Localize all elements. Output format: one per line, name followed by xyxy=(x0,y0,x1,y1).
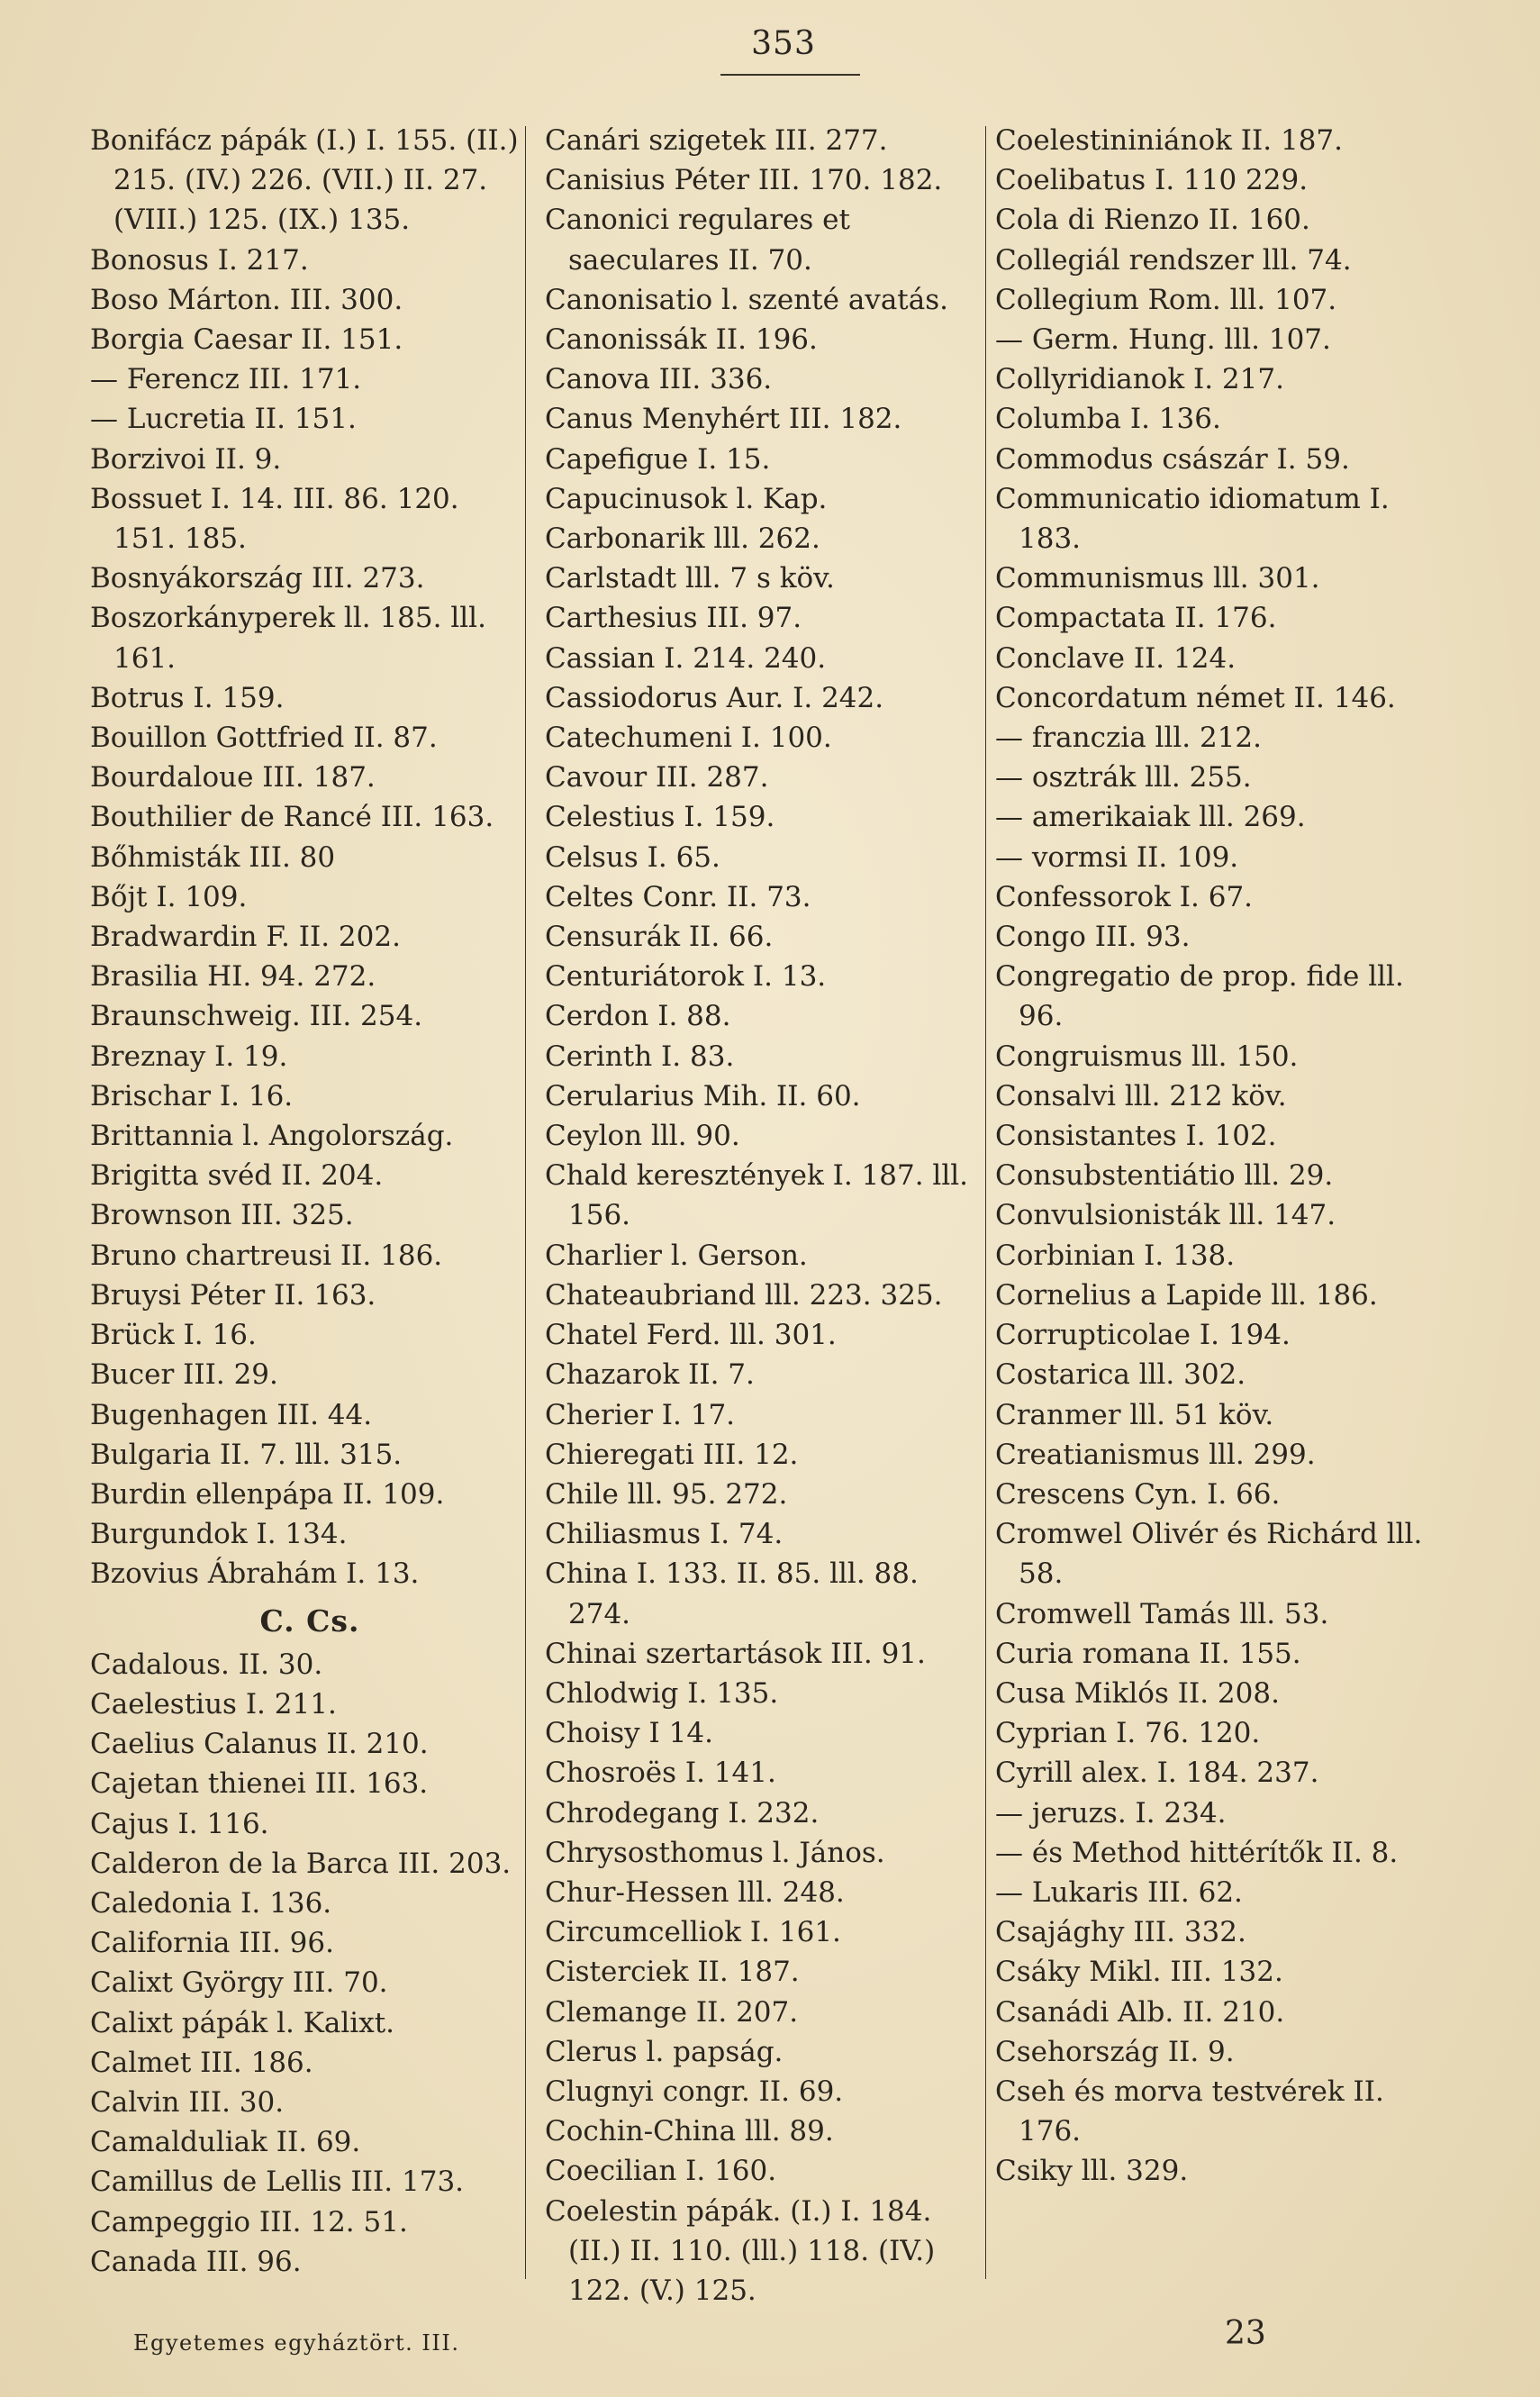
index-entry: Cromwel Olivér és Richárd lll. 58. xyxy=(995,1518,1423,1591)
index-entry: Cajetan thienei III. 163. xyxy=(90,1767,429,1801)
index-entry: Bosnyákország III. 273. xyxy=(90,562,425,595)
index-entry: Curia romana II. 155. xyxy=(995,1637,1301,1670)
index-entry: Chile lll. 95. 272. xyxy=(545,1477,788,1511)
index-entry: Catechumeni I. 100. xyxy=(545,722,832,755)
index-entry: Camalduliak II. 69. xyxy=(90,2126,361,2159)
index-entry: Csehország II. 9. xyxy=(995,2035,1235,2068)
index-entry: Canári szigetek III. 277. xyxy=(545,124,888,157)
index-entry: Cochin-China lll. 89. xyxy=(545,2115,834,2148)
index-entry: Clerus l. papság. xyxy=(545,2035,784,2068)
index-entry: Ceylon lll. 90. xyxy=(545,1120,740,1153)
index-entry: Bzovius Ábrahám I. 13. xyxy=(90,1557,420,1591)
index-entry: Bossuet I. 14. III. 86. 120. 151. 185. xyxy=(90,482,459,556)
index-entry: — amerikaiak lll. 269. xyxy=(995,801,1306,834)
index-entry: Chinai szertartások III. 91. xyxy=(545,1637,926,1670)
index-entry: Crescens Cyn. I. 66. xyxy=(995,1477,1281,1511)
index-entry: Cisterciek II. 187. xyxy=(545,1956,800,1989)
index-entry: Communismus lll. 301. xyxy=(995,562,1320,595)
index-entry: Cerinth I. 83. xyxy=(545,1040,735,1073)
index-entry: California III. 96. xyxy=(90,1927,334,1960)
index-entry: Carlstadt lll. 7 s köv. xyxy=(545,562,835,595)
index-entry: Chatel Ferd. lll. 301. xyxy=(545,1319,837,1352)
page-number-rule xyxy=(720,74,860,76)
index-entry: Brischar I. 16. xyxy=(90,1079,294,1112)
index-entry: Charlier l. Gerson. xyxy=(545,1239,808,1272)
index-entry: Burgundok I. 134. xyxy=(90,1518,348,1551)
index-entry: Chrysosthomus l. János. xyxy=(545,1836,885,1869)
index-entry: Csanádi Alb. II. 210. xyxy=(995,1995,1285,2029)
index-entry: Chrodegang I. 232. xyxy=(545,1796,820,1830)
index-entry: Congregatio de prop. fide lll. 96. xyxy=(995,960,1404,1033)
index-entry: Burdin ellenpápa II. 109. xyxy=(90,1477,445,1511)
index-entry: Chur-Hessen lll. 248. xyxy=(545,1875,845,1909)
footer-signature: Egyetemes egyháztört. III. xyxy=(133,2330,460,2356)
index-entry: Campeggio III. 12. 51. xyxy=(90,2205,408,2238)
index-entry: — Lukaris III. 62. xyxy=(995,1875,1243,1909)
index-entry: — osztrák lll. 255. xyxy=(995,761,1252,794)
index-entry: Canada III. 96. xyxy=(90,2245,302,2278)
index-column-1 xyxy=(90,121,530,2282)
index-entry: Congo III. 93. xyxy=(995,921,1191,954)
index-entry: Caelius Calanus II. 210. xyxy=(90,1728,429,1761)
index-entry: Cornelius a Lapide lll. 186. xyxy=(995,1278,1378,1312)
index-entry: Confessorok I. 67. xyxy=(995,880,1254,913)
index-entry: Boszorkányperek ll. 185. lll. 161. xyxy=(90,602,486,675)
index-entry: Bourdaloue III. 187. xyxy=(90,761,376,794)
index-entry: Brownson III. 325. xyxy=(90,1199,354,1232)
index-entry: Calmet III. 186. xyxy=(90,2046,313,2079)
index-entry: Convulsionisták lll. 147. xyxy=(995,1199,1336,1232)
index-entry: Bonifácz pápák (I.) I. 155. (II.) 215. (IV.) 226. (VII.) II. 27. (VIII.) 125. (IX.) 135. xyxy=(90,124,519,237)
index-entry: Chazarok II. 7. xyxy=(545,1358,755,1392)
index-entry: Bruysi Péter II. 163. xyxy=(90,1278,376,1312)
index-entry: Canonissák II. 196. xyxy=(545,323,818,357)
index-entry: Consistantes I. 102. xyxy=(995,1120,1277,1153)
index-entry: Bugenhagen III. 44. xyxy=(90,1398,373,1431)
index-entry: Collegiál rendszer lll. 74. xyxy=(995,243,1352,277)
index-entry: — Ferencz III. 171. xyxy=(90,363,362,396)
index-column-3 xyxy=(995,121,1427,2192)
index-entry: Carbonarik lll. 262. xyxy=(545,522,820,556)
index-entry: Csáky Mikl. III. 132. xyxy=(995,1956,1283,1989)
index-entry: Coelibatus I. 110 229. xyxy=(995,164,1309,197)
index-entry: Concordatum német II. 146. xyxy=(995,681,1396,714)
index-entry: Celsus I. 65. xyxy=(545,840,720,874)
index-entry: Circumcelliok I. 161. xyxy=(545,1916,841,1949)
index-entry: — és Method hittérítők II. 8. xyxy=(995,1836,1399,1869)
index-entry: Braunschweig. III. 254. xyxy=(90,1000,423,1033)
index-entry: Calixt György III. 70. xyxy=(90,1966,388,2000)
index-entry: Collegium Rom. lll. 107. xyxy=(995,283,1337,316)
index-entry: Breznay I. 19. xyxy=(90,1040,288,1073)
index-entry: Brasilia HI. 94. 272. xyxy=(90,960,376,994)
index-entry: Costarica lll. 302. xyxy=(995,1358,1246,1392)
section-heading: C. Cs. xyxy=(259,1603,360,1639)
index-entry: Camillus de Lellis III. 173. xyxy=(90,2165,465,2199)
index-entry: Caledonia I. 136. xyxy=(90,1886,332,1920)
index-entry: — Germ. Hung. lll. 107. xyxy=(995,323,1331,357)
column-divider-2 xyxy=(985,126,986,2279)
index-entry: Clugnyi congr. II. 69. xyxy=(545,2075,844,2108)
index-entry: Celtes Conr. II. 73. xyxy=(545,880,811,913)
index-entry: Cola di Rienzo II. 160. xyxy=(995,204,1310,237)
index-entry: Cusa Miklós II. 208. xyxy=(995,1676,1280,1710)
index-entry: Carthesius III. 97. xyxy=(545,602,802,635)
index-entry: Borzivoi II. 9. xyxy=(90,442,282,476)
index-entry: Coecilian I. 160. xyxy=(545,2155,777,2188)
index-entry: Calvin III. 30. xyxy=(90,2085,285,2119)
index-entry: Cyprian I. 76. 120. xyxy=(995,1717,1261,1750)
index-entry: Commodus császár I. 59. xyxy=(995,442,1350,476)
index-entry: Chald keresztények I. 187. lll. 156. xyxy=(545,1159,969,1232)
index-entry: Canus Menyhért III. 182. xyxy=(545,403,902,436)
index-entry: Coelestininiánok II. 187. xyxy=(995,124,1344,157)
index-entry: Csajághy III. 332. xyxy=(995,1916,1246,1949)
index-entry: — Lucretia II. 151. xyxy=(90,403,357,436)
index-entry: China I. 133. II. 85. lll. 88. 274. xyxy=(545,1557,919,1630)
index-entry: Calderon de la Barca III. 203. xyxy=(90,1847,512,1880)
index-entry: Cavour III. 287. xyxy=(545,761,769,794)
index-entry: Cassiodorus Aur. I. 242. xyxy=(545,681,884,714)
index-entry: — jeruzs. I. 234. xyxy=(995,1796,1227,1830)
index-entry: Bőhmisták III. 80 xyxy=(90,840,336,874)
index-entry: Centuriátorok I. 13. xyxy=(545,960,827,994)
index-entry: Cseh és morva testvérek II. 176. xyxy=(995,2075,1384,2148)
index-entry: Choisy I 14. xyxy=(545,1717,713,1750)
index-entry: Cassian I. 214. 240. xyxy=(545,641,827,675)
index-entry: Consalvi lll. 212 köv. xyxy=(995,1079,1287,1112)
index-entry: Canisius Péter III. 170. 182. xyxy=(545,164,943,197)
index-entry: Bouillon Gottfried II. 87. xyxy=(90,722,438,755)
index-entry: Canonici regulares et saeculares II. 70. xyxy=(545,204,850,277)
index-entry: Cerdon I. 88. xyxy=(545,1000,731,1033)
index-entry: Corrupticolae I. 194. xyxy=(995,1319,1291,1352)
index-entry: Brigitta svéd II. 204. xyxy=(90,1159,384,1193)
index-entry: Communicatio idiomatum I. 183. xyxy=(995,482,1390,556)
index-entry: Cromwell Tamás lll. 53. xyxy=(995,1597,1329,1630)
index-column-2 xyxy=(545,121,986,2311)
index-entry: Bouthilier de Rancé III. 163. xyxy=(90,801,494,834)
page-number: 353 xyxy=(751,25,816,62)
index-entry: Cranmer lll. 51 köv. xyxy=(995,1398,1274,1431)
index-entry: Brück I. 16. xyxy=(90,1319,257,1352)
index-entry: Bruno chartreusi II. 186. xyxy=(90,1239,443,1272)
index-entry: Chlodwig I. 135. xyxy=(545,1676,779,1710)
index-entry: Cadalous. II. 30. xyxy=(90,1648,323,1681)
index-entry: Bucer III. 29. xyxy=(90,1358,278,1392)
index-entry: Cerularius Mih. II. 60. xyxy=(545,1079,861,1112)
index-entry: Calixt pápák l. Kalixt. xyxy=(90,2006,395,2039)
index-entry: — vormsi II. 109. xyxy=(995,840,1239,874)
index-entry: Brittannia l. Angolország. xyxy=(90,1120,454,1153)
column-divider-1 xyxy=(525,126,526,2279)
index-entry: Conclave II. 124. xyxy=(995,641,1237,675)
index-entry: Capucinusok l. Kap. xyxy=(545,482,828,515)
index-entry: — franczia lll. 212. xyxy=(995,722,1263,755)
index-entry: Canova III. 336. xyxy=(545,363,773,396)
index-entry: Chiliasmus I. 74. xyxy=(545,1518,784,1551)
index-entry: Collyridianok I. 217. xyxy=(995,363,1284,396)
index-entry: Csiky lll. 329. xyxy=(995,2155,1189,2188)
index-entry: Chieregati III. 12. xyxy=(545,1438,799,1471)
index-entry: Compactata II. 176. xyxy=(995,602,1277,635)
index-entry: Cyrill alex. I. 184. 237. xyxy=(995,1757,1319,1790)
index-entry: Celestius I. 159. xyxy=(545,801,775,834)
index-entry: Creatianismus lll. 299. xyxy=(995,1438,1316,1471)
index-entry: Canonisatio l. szenté avatás. xyxy=(545,283,949,316)
index-entry: Coelestin pápák. (I.) I. 184. (II.) II. 110. (lll.) 118. (IV.) 122. (V.) 125. xyxy=(545,2194,936,2307)
index-entry: Consubstentiátio lll. 29. xyxy=(995,1159,1334,1193)
footer-sheet-number: 23 xyxy=(1225,2315,1266,2352)
index-entry: Chateaubriand lll. 223. 325. xyxy=(545,1278,943,1312)
index-entry: Chosroës I. 141. xyxy=(545,1757,776,1790)
index-entry: Caelestius I. 211. xyxy=(90,1687,337,1721)
index-entry: Congruismus lll. 150. xyxy=(995,1040,1299,1073)
index-entry: Bőjt I. 109. xyxy=(90,880,248,913)
index-entry: Bulgaria II. 7. lll. 315. xyxy=(90,1438,403,1471)
index-entry: Bradwardin F. II. 202. xyxy=(90,921,401,954)
index-entry: Clemange II. 207. xyxy=(545,1995,799,2029)
index-entry: Censurák II. 66. xyxy=(545,921,774,954)
index-entry: Columba I. 136. xyxy=(995,403,1221,436)
index-entry: Boso Márton. III. 300. xyxy=(90,283,403,316)
index-entry: Bonosus I. 217. xyxy=(90,243,309,277)
index-entry: Corbinian I. 138. xyxy=(995,1239,1236,1272)
index-entry: Cherier I. 17. xyxy=(545,1398,736,1431)
index-entry: Cajus I. 116. xyxy=(90,1807,269,1840)
index-entry: Borgia Caesar II. 151. xyxy=(90,323,403,357)
index-entry: Capefigue I. 15. xyxy=(545,442,771,476)
index-entry: Botrus I. 159. xyxy=(90,681,285,714)
